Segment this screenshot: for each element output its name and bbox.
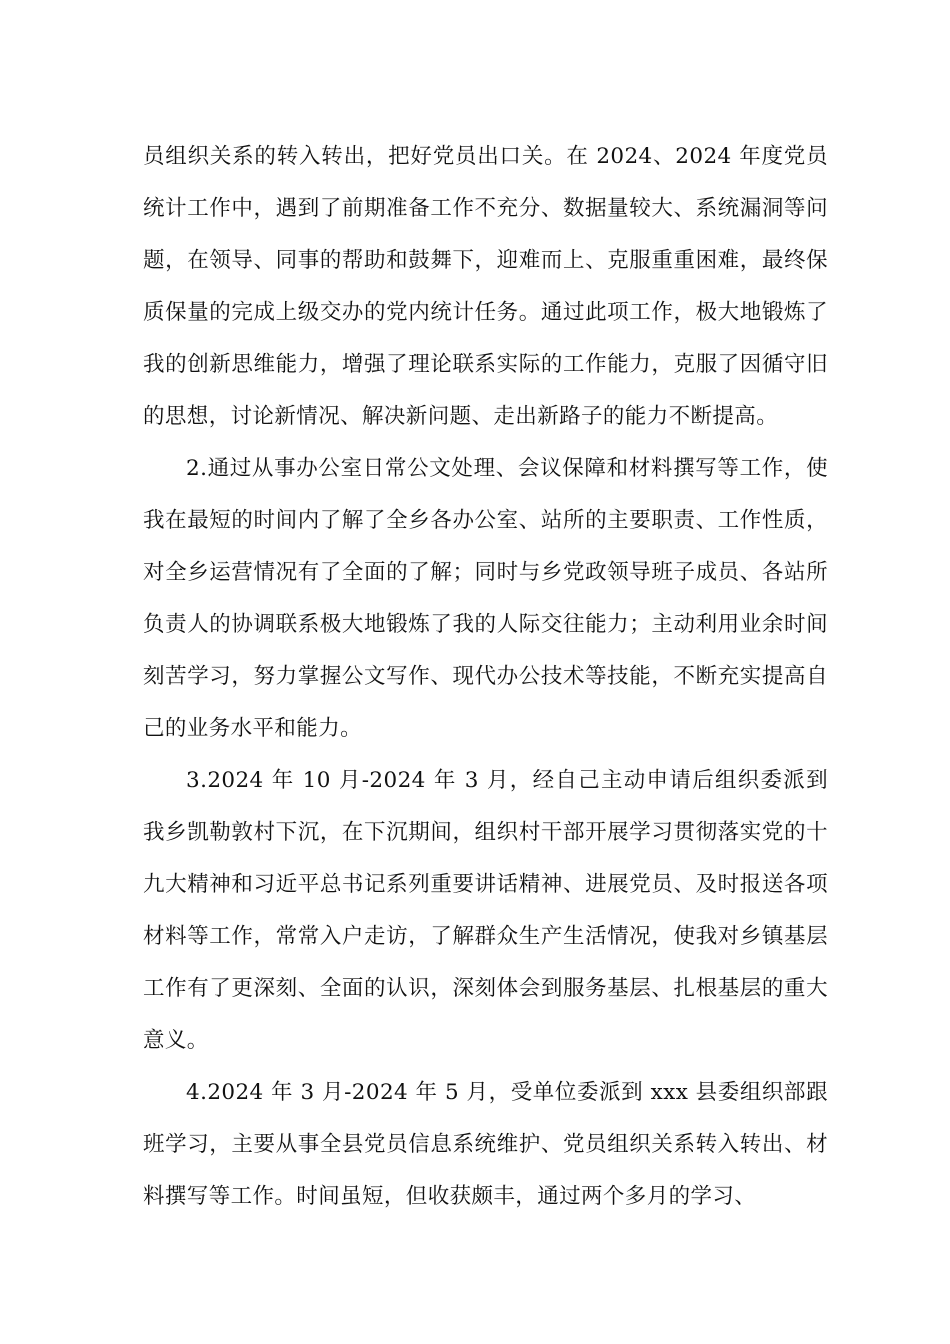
paragraph-item-3: 3.2024 年 10 月-2024 年 3 月，经自己主动申请后组织委派到我乡凯勒敦村下沉，在下沉期间，组织村干部开展学习贯彻落实党的十九大精神和习近平总书记系列重要讲话精神、进展党员、及时报送各项材料等工作，常常入户走访，了解群众生产生活情况，使我对乡镇基层工作有了更深刻、全面的认识，深刻体会到服务基层、扎根基层的重大意义。 xyxy=(143,768,828,1053)
paragraph-item-4: 4.2024 年 3 月-2024 年 5 月，受单位委派到 xxx 县委组织部跟班学习，主要从事全县党员信息系统维护、党员组织关系转入转出、材料撰写等工作。时间虽短，但收获颇丰，通过两个多月的学习、 xyxy=(143,1080,828,1209)
document-body xyxy=(143,131,828,1223)
paragraph-item-2: 2.通过从事办公室日常公文处理、会议保障和材料撰写等工作，使我在最短的时间内了解了全乡各办公室、站所的主要职责、工作性质，对全乡运营情况有了全面的了解；同时与乡党政领导班子成员、各站所负责人的协调联系极大地锻炼了我的人际交往能力；主动利用业余时间刻苦学习，努力掌握公文写作、现代办公技术等技能，不断充实提高自己的业务水平和能力。 xyxy=(143,456,828,741)
paragraph-continued: 员组织关系的转入转出，把好党员出口关。在 2024、2024 年度党员统计工作中，遇到了前期准备工作不充分、数据量较大、系统漏洞等问题，在领导、同事的帮助和鼓舞下，迎难而上、克服重重困难，最终保质保量的完成上级交办的党内统计任务。通过此项工作，极大地锻炼了我的创新思维能力，增强了理论联系实际的工作能力，克服了因循守旧的思想，讨论新情况、解决新问题、走出新路子的能力不断提高。 xyxy=(143,144,828,429)
